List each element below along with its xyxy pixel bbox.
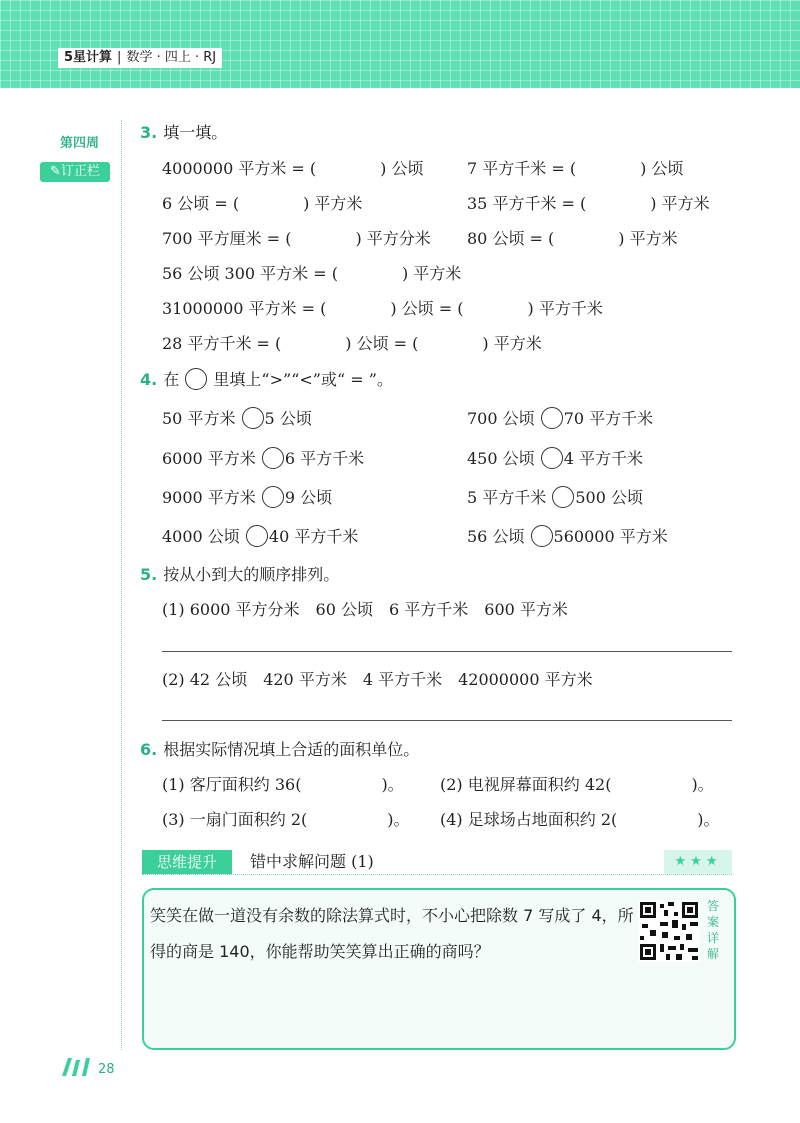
compare-right: 9 公顷: [284, 488, 333, 507]
subject-label: 数学 · 四上 · RJ: [126, 50, 217, 65]
fill-line: 31000000 平方米 = ( ) 公顷 = ( ) 平方千米: [162, 299, 603, 318]
compare-circle-icon: [185, 368, 207, 390]
question-title: 根据实际情况填上合适的面积单位。: [163, 740, 420, 759]
header-separator: |: [117, 50, 122, 65]
answer-circle[interactable]: [531, 525, 553, 547]
question-4-heading: [140, 367, 393, 390]
fill-line: 700 平方厘米 = ( ) 平方分米: [162, 229, 431, 248]
compare-left: 9000 平方米: [162, 488, 256, 507]
question-title: 按从小到大的顺序排列。: [163, 565, 340, 584]
qr-code-icon[interactable]: [638, 900, 700, 962]
compare-left: 5 平方千米: [467, 488, 547, 507]
compare-left: 50 平方米: [162, 409, 236, 428]
compare-item: [467, 485, 643, 508]
unit-item: (3) 一扇门面积约 2( )。: [162, 810, 410, 829]
page-number: 28: [98, 1062, 115, 1077]
compare-left: 6000 平方米: [162, 449, 256, 468]
question-title-part: 里填上“>”“<”或“ = ”。: [213, 370, 393, 389]
pencil-icon: ✎: [50, 164, 61, 179]
answer-line-2[interactable]: [162, 720, 732, 721]
fill-line: 35 平方千米 = ( ) 平方米: [467, 194, 710, 213]
correction-column-tag: [40, 162, 110, 182]
qr-caption: 答案详解: [706, 899, 719, 961]
answer-circle[interactable]: [242, 407, 264, 429]
compare-left: 700 公顷: [467, 409, 535, 428]
question-6-heading: [140, 737, 419, 760]
correction-column-label: 订正栏: [60, 164, 100, 179]
compare-left: 450 公顷: [467, 449, 535, 468]
fill-line: 7 平方千米 = ( ) 公顷: [467, 159, 684, 178]
compare-item: [467, 406, 653, 429]
compare-left: 56 公顷: [467, 527, 525, 546]
compare-item: [162, 406, 312, 429]
answer-circle[interactable]: [262, 447, 284, 469]
order-line-1: (1) 6000 平方分米 60 公顷 6 平方千米 600 平方米: [162, 600, 568, 619]
answer-circle[interactable]: [541, 447, 563, 469]
page-header: [0, 0, 800, 88]
fill-line: 28 平方千米 = ( ) 公顷 = ( ) 平方米: [162, 334, 542, 353]
compare-item: [162, 524, 358, 547]
compare-right: 5 公顷: [264, 409, 312, 428]
compare-right: 70 平方千米: [563, 409, 654, 428]
compare-item: [162, 485, 332, 508]
unit-item: (4) 足球场占地面积约 2( )。: [440, 810, 720, 829]
fill-line: 80 公顷 = ( ) 平方米: [467, 229, 678, 248]
week-label: 第四周: [60, 136, 100, 151]
question-number: 6.: [140, 740, 158, 759]
question-3-heading: [140, 120, 227, 143]
compare-right: 6 平方千米: [284, 449, 365, 468]
fill-line: 56 公顷 300 平方米 = ( ) 平方米: [162, 264, 462, 283]
fill-line: 4000000 平方米 = ( ) 公顷: [162, 159, 424, 178]
answer-circle[interactable]: [552, 486, 574, 508]
page-mark-icon: [60, 1056, 96, 1076]
brand-label: 5星计算: [64, 50, 113, 65]
compare-item: [467, 524, 668, 547]
compare-left: 4000 公顷: [162, 527, 240, 546]
fill-line: 6 公顷 = ( ) 平方米: [162, 194, 363, 213]
compare-item: [162, 446, 364, 469]
unit-item: (1) 客厅面积约 36( )。: [162, 775, 404, 794]
problem-text: 笑笑在做一道没有余数的除法算式时，不小心把除数 7 写成了 4，所得的商是 140，你能帮助笑笑算出正确的商吗？: [150, 906, 634, 961]
question-number: 4.: [140, 370, 158, 389]
difficulty-stars-icon: ★★★: [664, 850, 732, 874]
thinking-banner: 思维提升: [142, 850, 232, 874]
answer-circle[interactable]: [541, 407, 563, 429]
question-5-heading: [140, 562, 339, 585]
compare-right: 560000 平方米: [553, 527, 668, 546]
question-title: 填一填。: [163, 123, 228, 142]
header-label: [58, 48, 222, 68]
answer-circle[interactable]: [262, 486, 284, 508]
thinking-subtitle: 错中求解问题 (1): [250, 852, 374, 871]
answer-line-1[interactable]: [162, 651, 732, 652]
margin-divider: [121, 120, 122, 1050]
answer-circle[interactable]: [246, 525, 268, 547]
compare-right: 500 公顷: [575, 488, 644, 507]
compare-right: 40 平方千米: [268, 527, 359, 546]
question-number: 5.: [140, 565, 158, 584]
banner-divider: [142, 874, 732, 875]
unit-item: (2) 电视屏幕面积约 42( )。: [440, 775, 714, 794]
question-number: 3.: [140, 123, 158, 142]
question-title-part: 在: [163, 370, 180, 389]
compare-item: [467, 446, 643, 469]
compare-right: 4 平方千米: [563, 449, 644, 468]
order-line-2: (2) 42 公顷 420 平方米 4 平方千米 42000000 平方米: [162, 670, 593, 689]
